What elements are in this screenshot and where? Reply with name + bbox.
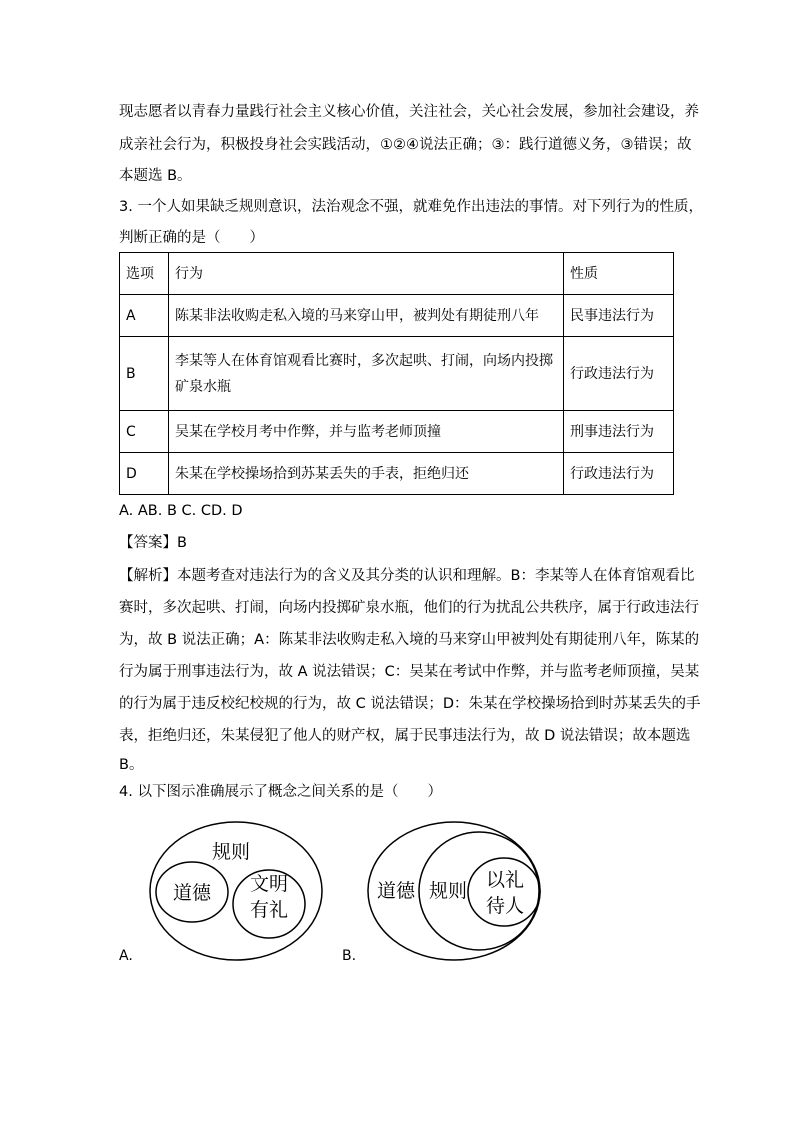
- q3-analysis-line-3: 为，故 B 说法正确；A：陈某非法收购走私入境的马来穿山甲被判处有期徒刑八年，陈某的: [119, 632, 700, 648]
- row-behavior: 吴某在学校月考中作弊，并与监考老师顶撞: [169, 411, 564, 453]
- table-header-row: [120, 253, 674, 295]
- q3-analysis-line-1: 【解析】本题考查对违法行为的含义及其分类的认识和理解。B：李某等人在体育馆观看比: [119, 568, 695, 584]
- diagram-a-option-label: A.: [119, 948, 133, 964]
- q3-analysis-line-6: 表，拒绝归还，朱某侵犯了他人的财产权，属于民事违法行为，故 D 说法错误；故本题选: [119, 728, 691, 744]
- diagram-b-option-label: B.: [342, 948, 357, 964]
- table-row: [120, 453, 674, 495]
- q3-choices: A. AB. B C. CD. D: [119, 503, 243, 519]
- diagram-a-outer-label: 规则: [211, 841, 251, 863]
- diagram-a-right-label-1: 文明: [249, 873, 289, 895]
- table-row: [120, 295, 674, 337]
- paragraph-line-1: 现志愿者以青春力量践行社会主义核心价值，关注社会，关心社会发展，参加社会建设，养: [119, 104, 699, 120]
- paragraph-line-2: 成亲社会行为，积极投身社会实践活动，①②④说法正确；③：践行道德义务，③错误；故: [119, 137, 692, 153]
- diagram-a-right-label-2: 有礼: [249, 899, 289, 921]
- table-row: [120, 411, 674, 453]
- row-option: C: [120, 411, 169, 453]
- table-row: [120, 337, 674, 411]
- header-nature: 性质: [564, 253, 674, 295]
- diagram-a: [148, 820, 324, 966]
- row-nature: 行政违法行为: [564, 453, 674, 495]
- diagram-a-left-label: 道德: [172, 882, 212, 904]
- q3-stem-line-2: 判断正确的是（ ）: [119, 230, 264, 246]
- row-option: D: [120, 453, 169, 495]
- row-option: B: [120, 337, 169, 411]
- header-option: 选项: [120, 253, 169, 295]
- header-behavior: 行为: [169, 253, 564, 295]
- q3-answer: 【答案】B: [119, 535, 187, 551]
- row-behavior: 朱某在学校操场拾到苏某丢失的手表，拒绝归还: [169, 453, 564, 495]
- row-nature: 行政违法行为: [564, 337, 674, 411]
- row-behavior: 陈某非法收购走私入境的马来穿山甲，被判处有期徒刑八年: [169, 295, 564, 337]
- row-nature: 刑事违法行为: [564, 411, 674, 453]
- row-option: A: [120, 295, 169, 337]
- q3-stem-line-1: 3. 一个人如果缺乏规则意识，法治观念不强，就难免作出违法的事情。对下列行为的性质，: [119, 199, 703, 215]
- q3-analysis-line-5: 的行为属于违反校纪校规的行为，故 C 说法错误；D：朱某在学校操场拾到时苏某丢失的手: [119, 696, 701, 712]
- q3-analysis-line-7: B。: [119, 757, 144, 773]
- paragraph-line-3: 本题选 B。: [119, 168, 192, 184]
- row-nature: 民事违法行为: [564, 295, 674, 337]
- diagram-b-middle-label: 规则: [428, 880, 468, 902]
- q3-table: [119, 252, 674, 495]
- q3-analysis-line-2: 赛时，多次起哄、打闹，向场内投掷矿泉水瓶，他们的行为扰乱公共秩序，属于行政违法行: [119, 600, 699, 616]
- q4-stem: 4. 以下图示准确展示了概念之间关系的是（ ）: [119, 784, 442, 800]
- q3-analysis-line-4: 行为属于刑事违法行为，故 A 说法错误；C：吴某在考试中作弊，并与监考老师顶撞，吴某: [119, 664, 700, 680]
- row-behavior: 李某等人在体育馆观看比赛时，多次起哄、打闹，向场内投掷矿泉水瓶: [169, 337, 564, 411]
- diagram-b-outer-label: 道德: [376, 880, 416, 902]
- diagram-b-inner-label-1: 以礼: [485, 869, 525, 891]
- diagram-b: [366, 820, 546, 966]
- diagram-b-inner-label-2: 待人: [485, 895, 525, 917]
